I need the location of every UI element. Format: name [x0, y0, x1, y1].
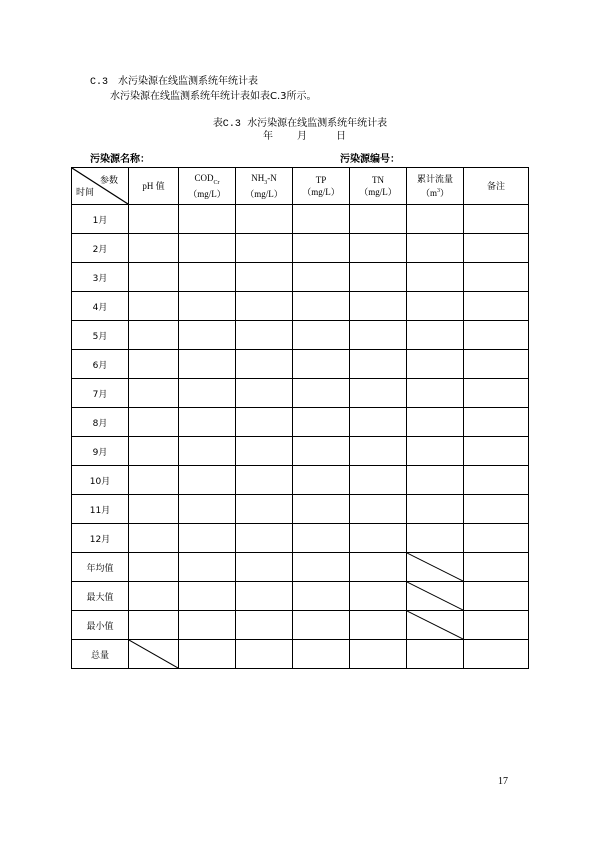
- table-row: [72, 408, 529, 437]
- not-applicable-cell: [129, 640, 179, 669]
- header-tn-unit: （mg/L）: [359, 187, 397, 197]
- table-cell: [293, 408, 350, 437]
- header-cod: [179, 168, 236, 205]
- table-cell: [350, 640, 407, 669]
- table-row: [72, 205, 529, 234]
- table-cell: [350, 379, 407, 408]
- table-cell: [407, 205, 464, 234]
- header-nh3n-label: $NH_3-N$: [251, 172, 277, 186]
- table-cell: [464, 466, 529, 495]
- table-cell: [407, 524, 464, 553]
- table-cell: [407, 263, 464, 292]
- row-label: 年均值: [72, 553, 129, 582]
- row-label: 10月: [72, 466, 129, 495]
- table-cell: [179, 292, 236, 321]
- table-cell: [236, 263, 293, 292]
- page-number: 17: [498, 776, 508, 787]
- header-cumulative-flow: [407, 168, 464, 205]
- table-cell: [293, 611, 350, 640]
- table-cell: [350, 234, 407, 263]
- table-cell: [236, 234, 293, 263]
- table-cell: [464, 234, 529, 263]
- table-cell: [350, 611, 407, 640]
- header-cod-unit: （mg/L）: [188, 189, 226, 200]
- diagonal-slash: [129, 640, 178, 668]
- row-label: 12月: [72, 524, 129, 553]
- table-cell: [129, 611, 179, 640]
- table-cell: [179, 234, 236, 263]
- row-label: 总量: [72, 640, 129, 669]
- table-cell: [236, 350, 293, 379]
- table-cell: [464, 640, 529, 669]
- table-cell: [236, 408, 293, 437]
- header-flow-label: 累计流量: [416, 174, 453, 184]
- table-cell: [236, 582, 293, 611]
- table-cell: [236, 437, 293, 466]
- row-label: 最小值: [72, 611, 129, 640]
- table-cell: [464, 321, 529, 350]
- row-label: 3月: [72, 263, 129, 292]
- section-number: C.3: [90, 77, 109, 88]
- table-cell: [407, 408, 464, 437]
- header-cod-label: $COD_{Cr}$: [194, 172, 220, 186]
- table-cell: [179, 553, 236, 582]
- table-row: [72, 582, 529, 611]
- table-cell: [179, 582, 236, 611]
- table-cell: [407, 292, 464, 321]
- table-cell: [179, 408, 236, 437]
- table-cell: [350, 321, 407, 350]
- header-remarks-label: 备注: [486, 181, 505, 191]
- table-row: [72, 466, 529, 495]
- corner-header-cell: [72, 168, 129, 205]
- source-name-label: 污染源名称：: [90, 154, 150, 165]
- table-cell: [236, 379, 293, 408]
- table-cell: [179, 263, 236, 292]
- header-tp-label: TP: [315, 175, 327, 185]
- table-cell: [293, 234, 350, 263]
- table-row: [72, 611, 529, 640]
- table-cell: [464, 350, 529, 379]
- row-label: 4月: [72, 292, 129, 321]
- table-row: [72, 234, 529, 263]
- table-cell: [407, 350, 464, 379]
- table-cell: [293, 379, 350, 408]
- table-cell: [179, 466, 236, 495]
- row-label: 11月: [72, 495, 129, 524]
- table-cell: [129, 292, 179, 321]
- table-cell: [129, 408, 179, 437]
- table-cell: [236, 553, 293, 582]
- row-label: 6月: [72, 350, 129, 379]
- table-cell: [350, 408, 407, 437]
- source-code-label: 污染源编号：: [340, 154, 400, 165]
- table-cell: [293, 321, 350, 350]
- table-cell: [179, 350, 236, 379]
- section-heading: [90, 72, 258, 88]
- section-intro: 水污染源在线监测系统年统计表如表C.3所示。: [110, 91, 317, 102]
- table-row: [72, 640, 529, 669]
- table-cell: [350, 263, 407, 292]
- table-cell: [129, 524, 179, 553]
- table-cell: [179, 640, 236, 669]
- table-cell: [179, 611, 236, 640]
- table-row: [72, 321, 529, 350]
- table-cell: [464, 611, 529, 640]
- table-cell: [407, 466, 464, 495]
- table-cell: [129, 350, 179, 379]
- table-cell: [350, 350, 407, 379]
- table-cell: [293, 292, 350, 321]
- table-cell: [129, 582, 179, 611]
- table-cell: [129, 553, 179, 582]
- table-cell: [236, 611, 293, 640]
- table-body: [72, 205, 529, 669]
- table-cell: [293, 466, 350, 495]
- table-cell: [129, 205, 179, 234]
- header-nh3n-unit: （mg/L）: [245, 189, 283, 200]
- table-cell: [464, 263, 529, 292]
- table-cell: [129, 321, 179, 350]
- table-cell: [407, 321, 464, 350]
- table-cell: [407, 437, 464, 466]
- table-cell: [293, 640, 350, 669]
- table-cell: [293, 553, 350, 582]
- table-cell: [350, 205, 407, 234]
- table-cell: [407, 640, 464, 669]
- table-cell: [293, 524, 350, 553]
- table-cell: [179, 437, 236, 466]
- table-cell: [179, 321, 236, 350]
- not-applicable-cell: [407, 611, 464, 640]
- table-row: [72, 350, 529, 379]
- table-header-row: [72, 168, 529, 205]
- header-flow-unit: $(m^3)$: [420, 188, 450, 198]
- table-cell: [293, 205, 350, 234]
- table-cell: [293, 263, 350, 292]
- table-cell: [179, 205, 236, 234]
- corner-parameter-label: 参数: [99, 175, 118, 185]
- table-caption-title: 水污染源在线监测系统年统计表: [247, 118, 388, 129]
- row-label: 9月: [72, 437, 129, 466]
- table-cell: [293, 437, 350, 466]
- date-month-label: 月: [297, 131, 307, 142]
- table-cell: [464, 582, 529, 611]
- row-label: 最大值: [72, 582, 129, 611]
- table-cell: [407, 379, 464, 408]
- table-row: [72, 553, 529, 582]
- header-remarks: [464, 168, 529, 205]
- table-cell: [129, 263, 179, 292]
- table-cell: [129, 437, 179, 466]
- table-cell: [350, 582, 407, 611]
- header-tn: [350, 168, 407, 205]
- table-row: [72, 437, 529, 466]
- table-cell: [236, 205, 293, 234]
- table-cell: [464, 524, 529, 553]
- table-cell: [293, 350, 350, 379]
- row-label: 5月: [72, 321, 129, 350]
- table-cell: [179, 379, 236, 408]
- table-cell: [407, 234, 464, 263]
- table-row: [72, 292, 529, 321]
- annual-stats-table: [71, 167, 529, 669]
- table-cell: [464, 408, 529, 437]
- table-cell: [179, 524, 236, 553]
- table-row: [72, 379, 529, 408]
- header-tp: [293, 168, 350, 205]
- table-cell: [179, 495, 236, 524]
- header-tp-unit: （mg/L）: [302, 187, 340, 197]
- table-cell: [236, 466, 293, 495]
- table-cell: [236, 292, 293, 321]
- table-cell: [350, 495, 407, 524]
- corner-time-label: 时间: [76, 187, 95, 197]
- table-cell: [236, 495, 293, 524]
- section-title: 水污染源在线监测系统年统计表: [118, 76, 259, 87]
- date-day-label: 日: [336, 131, 346, 142]
- table-cell: [129, 466, 179, 495]
- row-label: 2月: [72, 234, 129, 263]
- diagonal-slash: [407, 553, 463, 581]
- table-caption-number: 表C.3: [212, 119, 241, 130]
- date-year-label: 年: [263, 131, 273, 142]
- row-label: 1月: [72, 205, 129, 234]
- table-cell: [350, 437, 407, 466]
- diagonal-slash: [407, 611, 463, 639]
- table-row: [72, 524, 529, 553]
- row-label: 8月: [72, 408, 129, 437]
- table-cell: [464, 379, 529, 408]
- diagonal-slash: [407, 582, 463, 610]
- header-ph: [129, 168, 179, 205]
- not-applicable-cell: [407, 553, 464, 582]
- table-cell: [464, 292, 529, 321]
- not-applicable-cell: [407, 582, 464, 611]
- table-cell: [464, 553, 529, 582]
- header-nh3n: [236, 168, 293, 205]
- table-cell: [236, 321, 293, 350]
- table-cell: [129, 495, 179, 524]
- table-cell: [407, 495, 464, 524]
- table-row: [72, 495, 529, 524]
- table-cell: [293, 582, 350, 611]
- header-tn-label: TN: [372, 175, 384, 185]
- table-cell: [350, 553, 407, 582]
- table-cell: [350, 466, 407, 495]
- table-cell: [236, 524, 293, 553]
- table-cell: [236, 640, 293, 669]
- table-cell: [129, 379, 179, 408]
- table-cell: [464, 205, 529, 234]
- table-cell: [464, 495, 529, 524]
- table-row: [72, 263, 529, 292]
- table-cell: [464, 437, 529, 466]
- row-label: 7月: [72, 379, 129, 408]
- table-cell: [129, 234, 179, 263]
- table-cell: [350, 524, 407, 553]
- table-cell: [350, 292, 407, 321]
- table-cell: [293, 495, 350, 524]
- header-ph-label: pH 值: [142, 181, 165, 191]
